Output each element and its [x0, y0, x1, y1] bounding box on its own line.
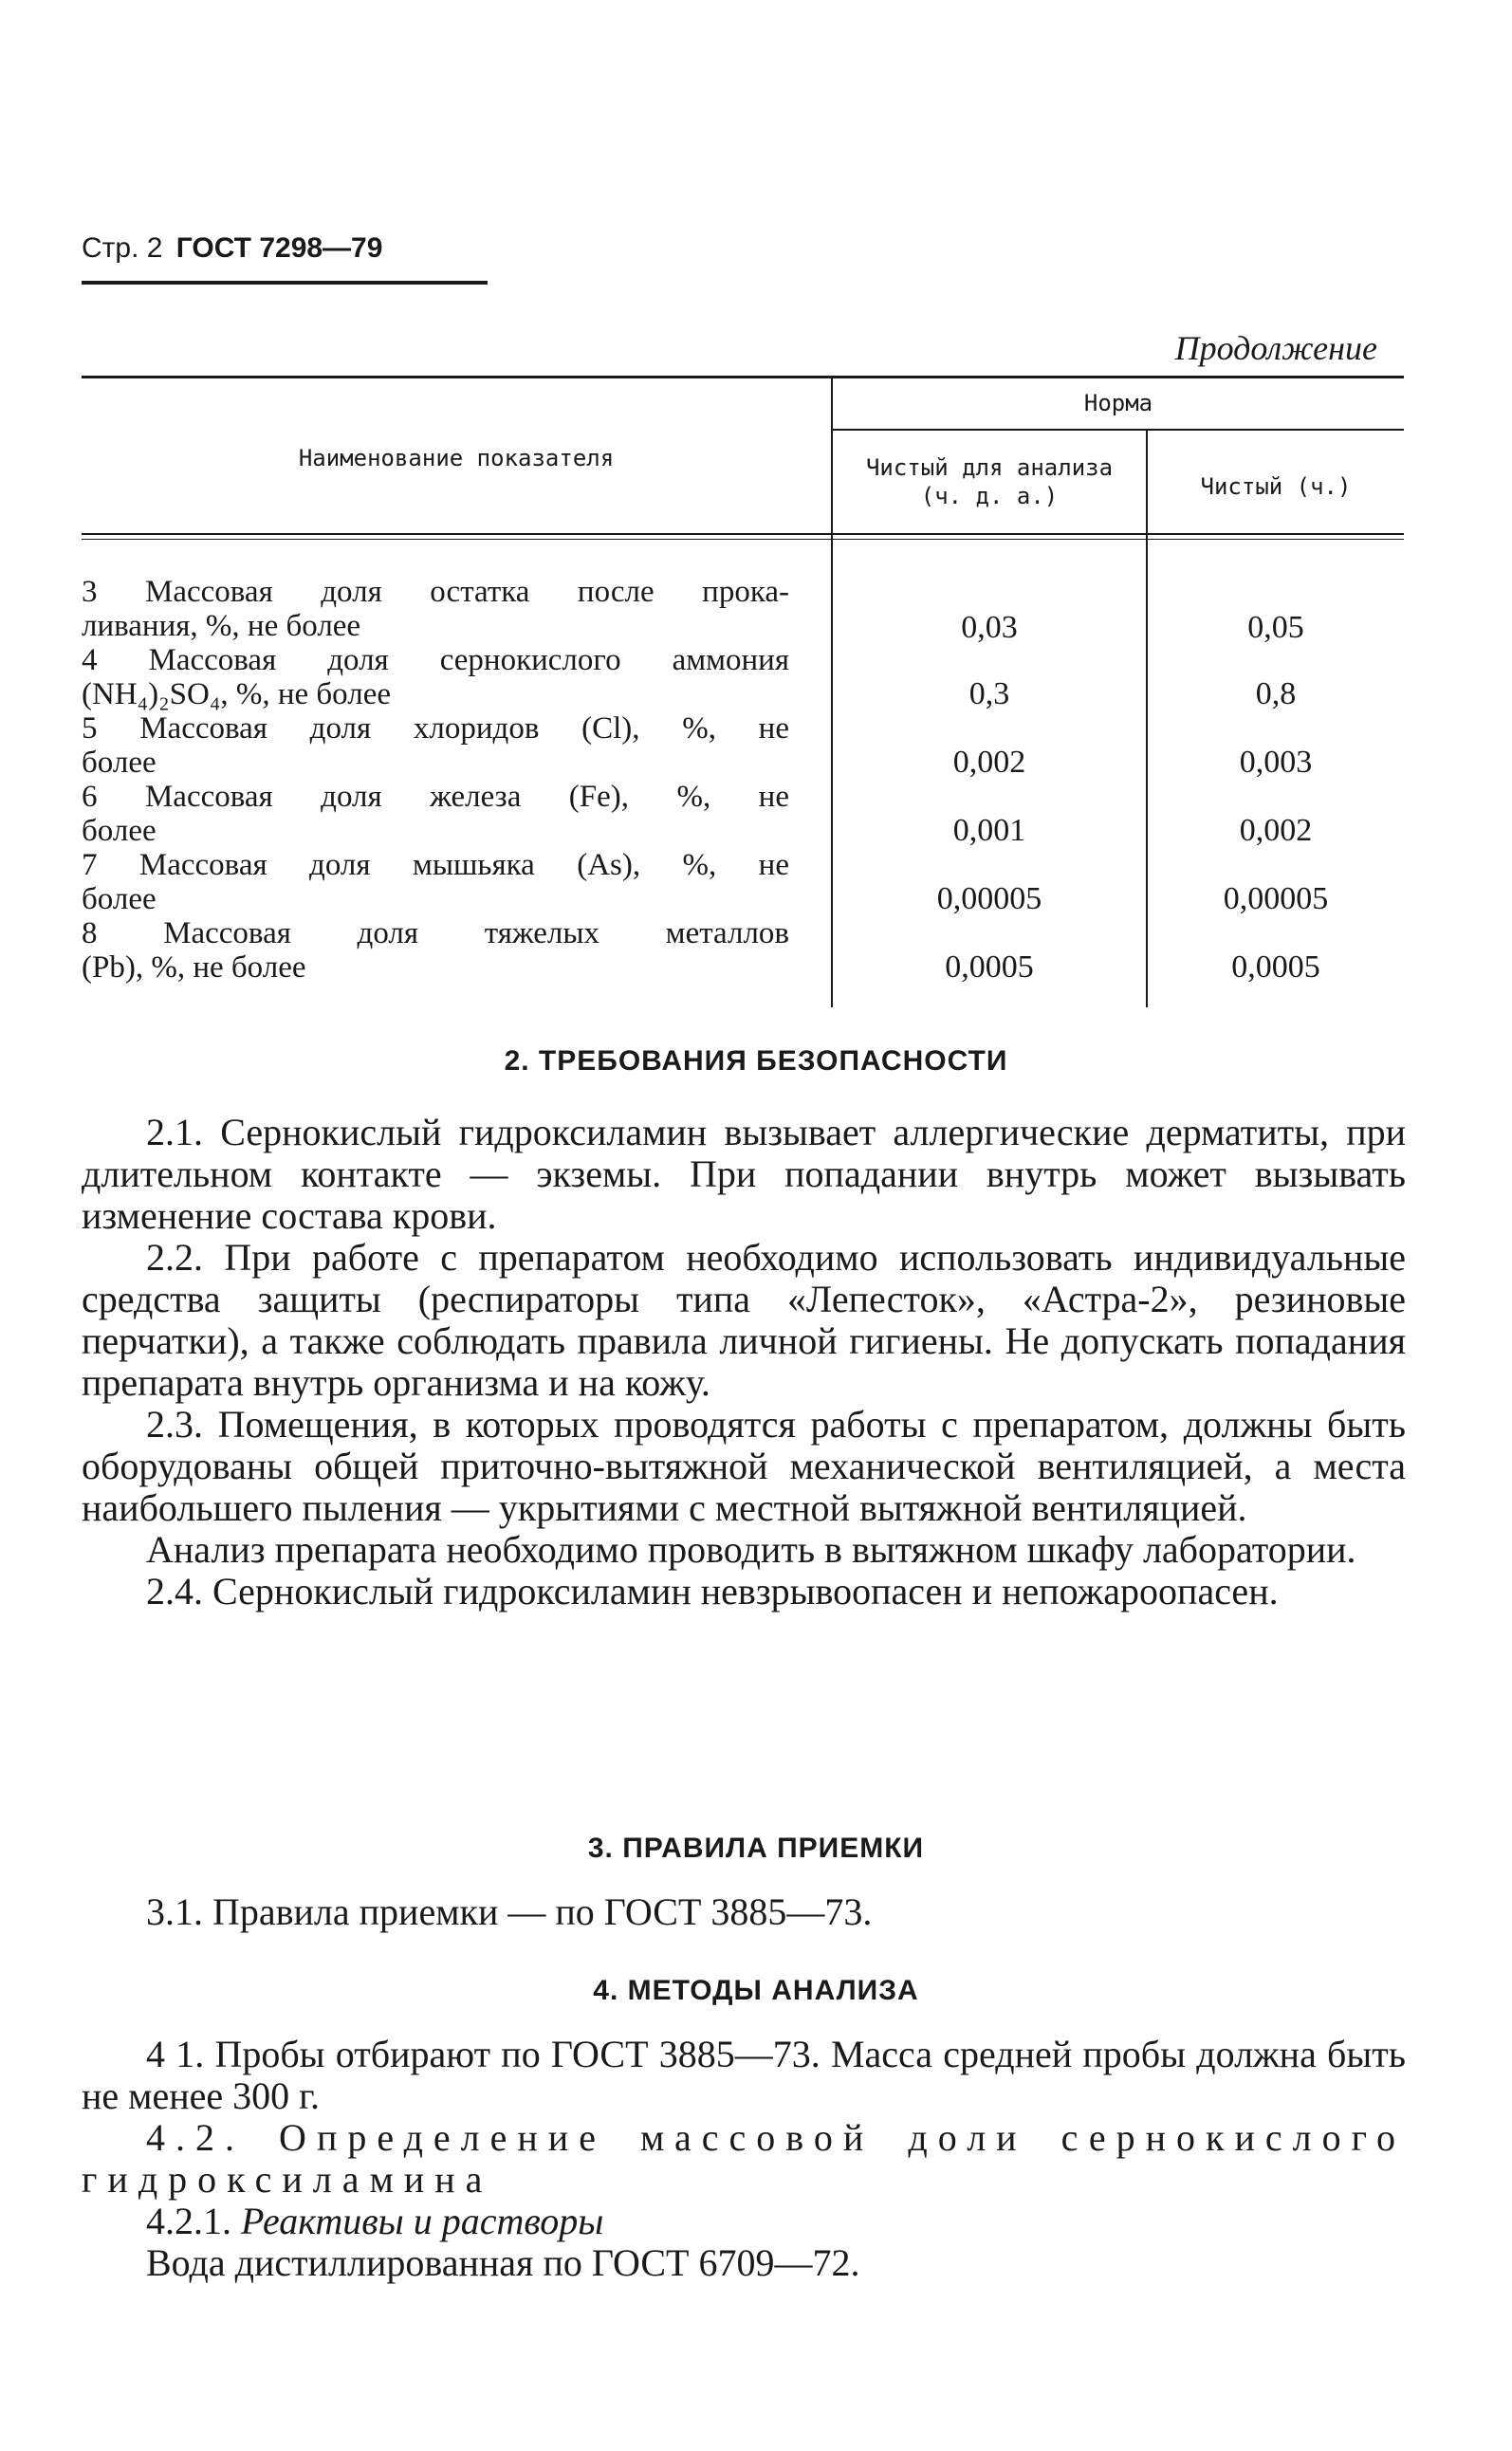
subsection-number: 4.2.1. [146, 2200, 231, 2242]
table-row-label: 8 Массовая доля тяжелых металлов (Pb), %, не более [82, 916, 789, 985]
paragraph: Вода дистиллированная по ГОСТ 6709—72. [146, 2241, 860, 2284]
subsection-title: Реактивы и растворы [241, 2200, 604, 2242]
paragraph: 2.4. Сернокислый гидроксиламин невзрывоопасен и непожароопасен. [146, 1570, 1279, 1612]
column-header-norm: Норма [1083, 390, 1153, 416]
table-cell-value: 0,0005 [1231, 949, 1320, 985]
table-continuation-label: Продолжение [1174, 329, 1377, 367]
table-header-rule-double [82, 539, 1404, 540]
page-header [82, 230, 382, 267]
table-row-label: 6 Массовая доля железа (Fe), %, не более [82, 780, 789, 848]
specification-table [82, 376, 1404, 1007]
table-top-rule [82, 376, 1404, 378]
paragraph: Анализ препарата необходимо проводить в вытяжном шкафу лаборатории. [146, 1528, 1356, 1571]
table-cell-value: 0,001 [952, 813, 1026, 848]
section-body [82, 1891, 1406, 1933]
table-row-label: 4 Массовая доля сернокислого аммония (NH₄)₂SO₄, %, не более [82, 643, 789, 711]
table-row-label: 7 Массовая доля мышьяка (As), %, не более [82, 848, 789, 916]
table-cell-value: 0,002 [952, 745, 1026, 780]
table-cell-value: 0,0005 [945, 949, 1034, 985]
table-cell-value: 0,05 [1247, 610, 1304, 645]
paragraph: 3.1. Правила приемки — по ГОСТ 3885—73. [146, 1890, 873, 1933]
table-cell-value: 0,002 [1239, 813, 1313, 848]
table-cell-value: 0,03 [961, 610, 1018, 645]
table-row-label: 5 Массовая доля хлоридов (Cl), %, не более [82, 711, 789, 780]
page-number: Стр. 2 [82, 232, 163, 264]
norm-subheader-rule [833, 429, 1404, 431]
table-row-label: 3 Массовая доля остатка после прока- ливания, %, не более [82, 575, 789, 643]
paragraph [82, 2201, 1406, 2242]
paragraph: 2.1. Сернокислый гидроксиламин вызывает аллергические дерматиты, при длительном контакте — экземы. При попадании внутрь может вызывать изменение состава крови. [82, 1111, 1406, 1237]
column-header-pure: Чистый (ч.) [1200, 473, 1352, 500]
column-header-pure-analysis: Чистый для анализа (ч. д. а.) [865, 454, 1114, 509]
section-title: 2. ТРЕБОВАНИЯ БЕЗОПАСНОСТИ [504, 1045, 1008, 1077]
paragraph: 4.2. Определение массовой доли сернокислого гидроксиламина [82, 2116, 1406, 2201]
table-cell-value: 0,3 [968, 676, 1010, 711]
section-body [82, 2034, 1406, 2284]
paragraph: 2.3. Помещения, в которых проводятся работы с препаратом, должны быть оборудованы общей приточно-вытяжной механической вентиляцией, а места наибольшего пыления — укрытиями с местной вытяжной вентиляцией. [82, 1403, 1406, 1529]
section-body [82, 1112, 1406, 1612]
section-title: 3. ПРАВИЛА ПРИЕМКИ [587, 1833, 925, 1864]
standard-number: ГОСТ 7298—79 [175, 232, 383, 264]
table-cell-value: 0,00005 [1223, 881, 1329, 916]
table-cell-value: 0,003 [1239, 745, 1313, 780]
table-header-rule [82, 533, 1404, 535]
header-rule [82, 281, 488, 285]
section-title: 4. МЕТОДЫ АНАЛИЗА [593, 1975, 919, 2006]
paragraph: 2.2. При работе с препаратом необходимо использовать индивидуальные средства защиты (респираторы типа «Лепесток», «Астра-2», резиновые перчатки), а также соблюдать правила личной гигиены. Не допускать попадания препарата внутрь организма и на кожу. [82, 1236, 1406, 1404]
table-cell-value: 0,8 [1255, 676, 1297, 711]
table-cell-value: 0,00005 [936, 881, 1042, 916]
column-header-name: Наименование показателя [298, 445, 615, 471]
paragraph: 4 1. Пробы отбирают по ГОСТ 3885—73. Масса средней пробы должна быть не менее 300 г. [82, 2033, 1406, 2117]
table-column-divider [1146, 431, 1148, 1007]
